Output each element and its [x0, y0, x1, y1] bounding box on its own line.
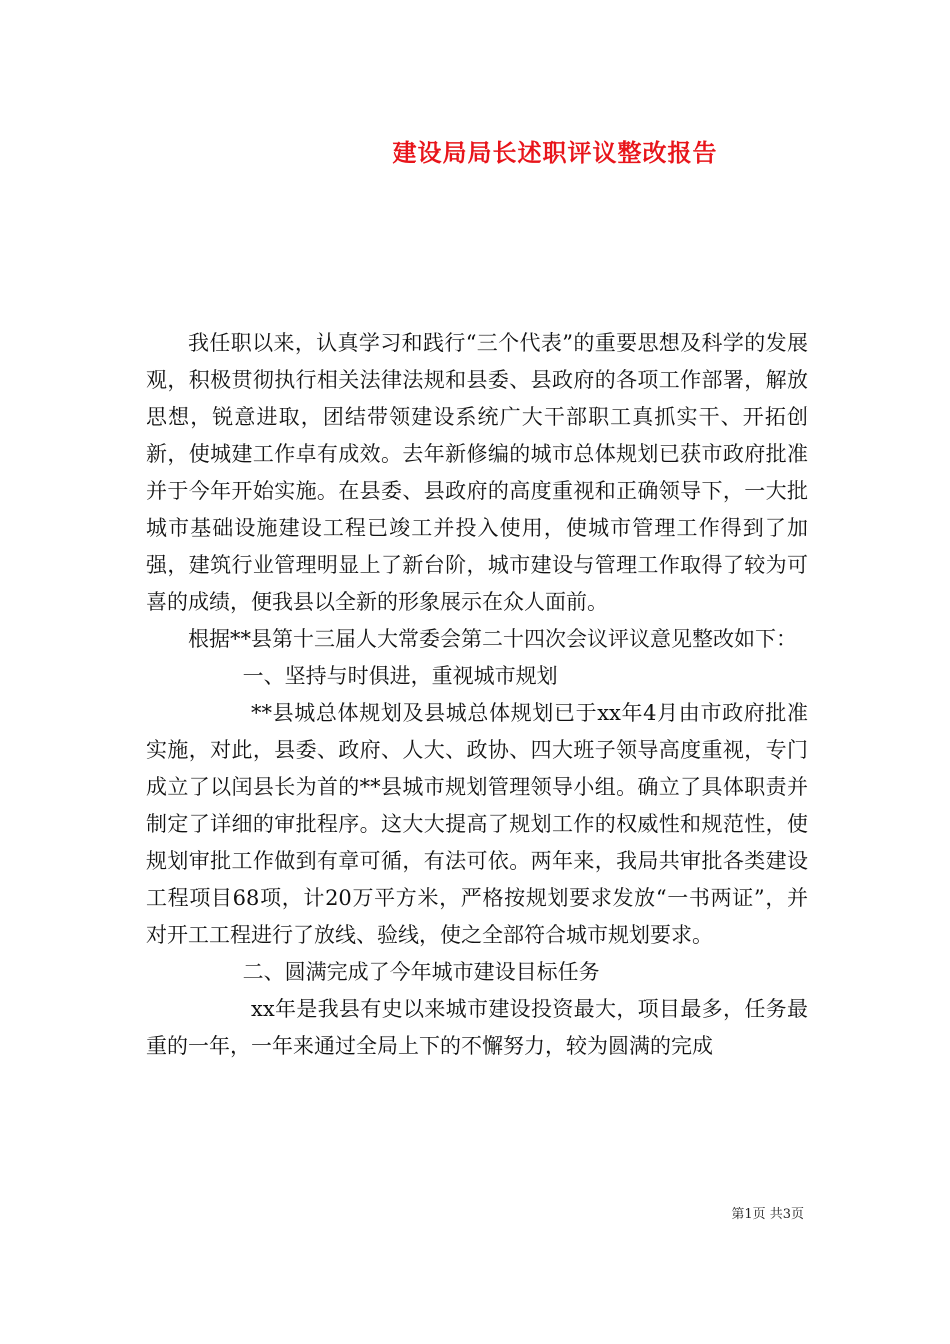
- document-title: 建设局局长述职评议整改报告: [392, 138, 718, 167]
- document-body: [146, 325, 808, 1065]
- section-1-heading: 一、坚持与时俱进，重视城市规划: [242, 664, 558, 688]
- intro-paragraph: 我任职以来，认真学习和践行“三个代表”的重要思想及科学的发展观，积极贯彻执行相关法律法规和县委、县政府的各项工作部署，解放思想，锐意进取，团结带领建设系统广大干部职工真抓实干、开拓创新，使城建工作卓有成效。去年新修编的城市总体规划已获市政府批准并于今年开始实施。在县委、县政府的高度重视和正确领导下，一大批城市基础设施建设工程已竣工并投入使用，使城市管理工作得到了加强，建筑行业管理明显上了新台阶，城市建设与管理工作取得了较为可喜的成绩，便我县以全新的形象展示在众人面前。: [146, 331, 808, 614]
- section-2-paragraph: xx年是我县有史以来城市建设投资最大，项目最多，任务最重的一年，一年来通过全局上下的不懈努力，较为圆满的完成: [146, 997, 808, 1058]
- section-1-paragraph: **县城总体规划及县城总体规划已于xx年4月由市政府批准实施，对此，县委、政府、人大、政协、四大班子领导高度重视，专门成立了以闰县长为首的**县城市规划管理领导小组。确立了具体职责并制定了详细的审批程序。这大大提高了规划工作的权威性和规范性，使规划审批工作做到有章可循，有法可依。两年来，我局共审批各类建设工程项目68项，计20万平方米，严格按规划要求发放“一书两证”，并对开工工程进行了放线、验线，使之全部符合城市规划要求。: [146, 701, 808, 947]
- page-number: 第1页 共3页: [731, 1207, 804, 1222]
- basis-paragraph: 根据**县第十三届人大常委会第二十四次会议评议意见整改如下：: [188, 627, 797, 651]
- section-2-heading: 二、圆满完成了今年城市建设目标任务: [242, 960, 600, 984]
